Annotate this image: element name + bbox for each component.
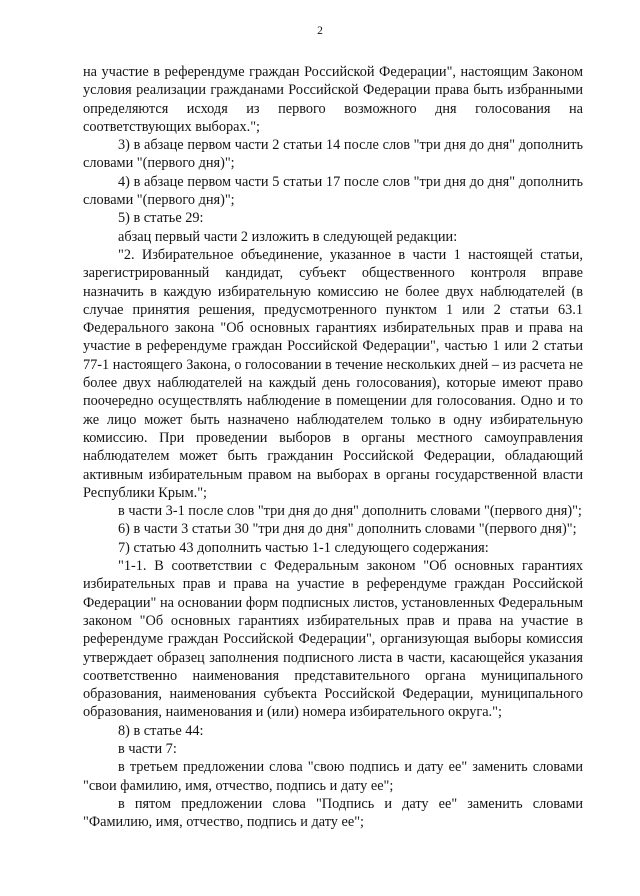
paragraph: 3) в абзаце первом части 2 статьи 14 после слов "три дня до дня" дополнить словами "(первого дня)";: [83, 137, 583, 172]
paragraph: в пятом предложении слова "Подпись и дату ее" заменить словами "Фамилию, имя, отчество, подпись и дату ее";: [83, 795, 583, 831]
paragraph: в третьем предложении слова "свою подпись и дату ее" заменить словами "свои фамилию, имя, отчество, подпись и дату ее";: [83, 759, 583, 794]
paragraph: в части 3-1 после слов "три дня до дня" дополнить словами "(первого дня)";: [118, 503, 582, 520]
paragraph: "1-1. В соответствии с Федеральным законом "Об основных гарантиях избирательных прав и права на участие в референдуме граждан Российской Федерации" на основании форм подписных листов, установленных Федеральным законом "Об основных гарантиях избирательных прав и права на участие в референдуме граждан Российской Федерации", организующая выборы комиссия утверждает образец заполнения подписного листа в части, касающейся указания соответственно наименования представительного органа муниципального образования, наименования субъекта Российской Федерации, муниципального образования, наименования и (или) номера избирательного округа.";: [83, 558, 583, 721]
document-body: [83, 63, 583, 831]
paragraph: 4) в абзаце первом части 5 статьи 17 после слов "три дня до дня" дополнить словами "(первого дня)";: [83, 173, 583, 209]
paragraph: "2. Избирательное объединение, указанное в части 1 настоящей статьи, зарегистрированный кандидат, субъект общественного контроля вправе назначить в каждую избирательную комиссию не более двух наблюдателей (в случае принятия решения, предусмотренного пунктом 1 или 2 статьи 63.1 Федерального закона "Об основных гарантиях избирательных прав и права на участие в референдуме граждан Российской Федерации", частью 1 или 2 статьи 77-1 настоящего Закона, о голосовании в течение нескольких дней – из расчета не более двух наблюдателей на каждый день голосования), которые имеют право поочередно осуществлять наблюдение в помещении для голосования. Одно и то же лицо может быть назначено наблюдателем только в одну избирательную комиссию. При проведении выборов в органы местного самоуправления наблюдателем может быть гражданин Российской Федерации, обладающий активным избирательным правом на выборах в органы государственной власти Республики Крым.";: [83, 246, 583, 501]
paragraph: 5) в статье 29:: [118, 210, 204, 227]
paragraph: абзац первый части 2 изложить в следующей редакции:: [118, 228, 458, 245]
paragraph: 8) в статье 44:: [118, 722, 204, 739]
paragraph: 7) статью 43 дополнить частью 1-1 следующего содержания:: [118, 539, 489, 556]
paragraph: 6) в части 3 статьи 30 "три дня до дня" дополнить словами "(первого дня)";: [118, 521, 577, 538]
page-number: 2: [317, 25, 323, 37]
paragraph: на участие в референдуме граждан Российской Федерации", настоящим Законом условия реализации гражданами Российской Федерации права быть избранными определяются исходя из первого возможного дня голосования на соответствующих выборах.";: [83, 64, 583, 135]
paragraph: в части 7:: [118, 740, 177, 757]
